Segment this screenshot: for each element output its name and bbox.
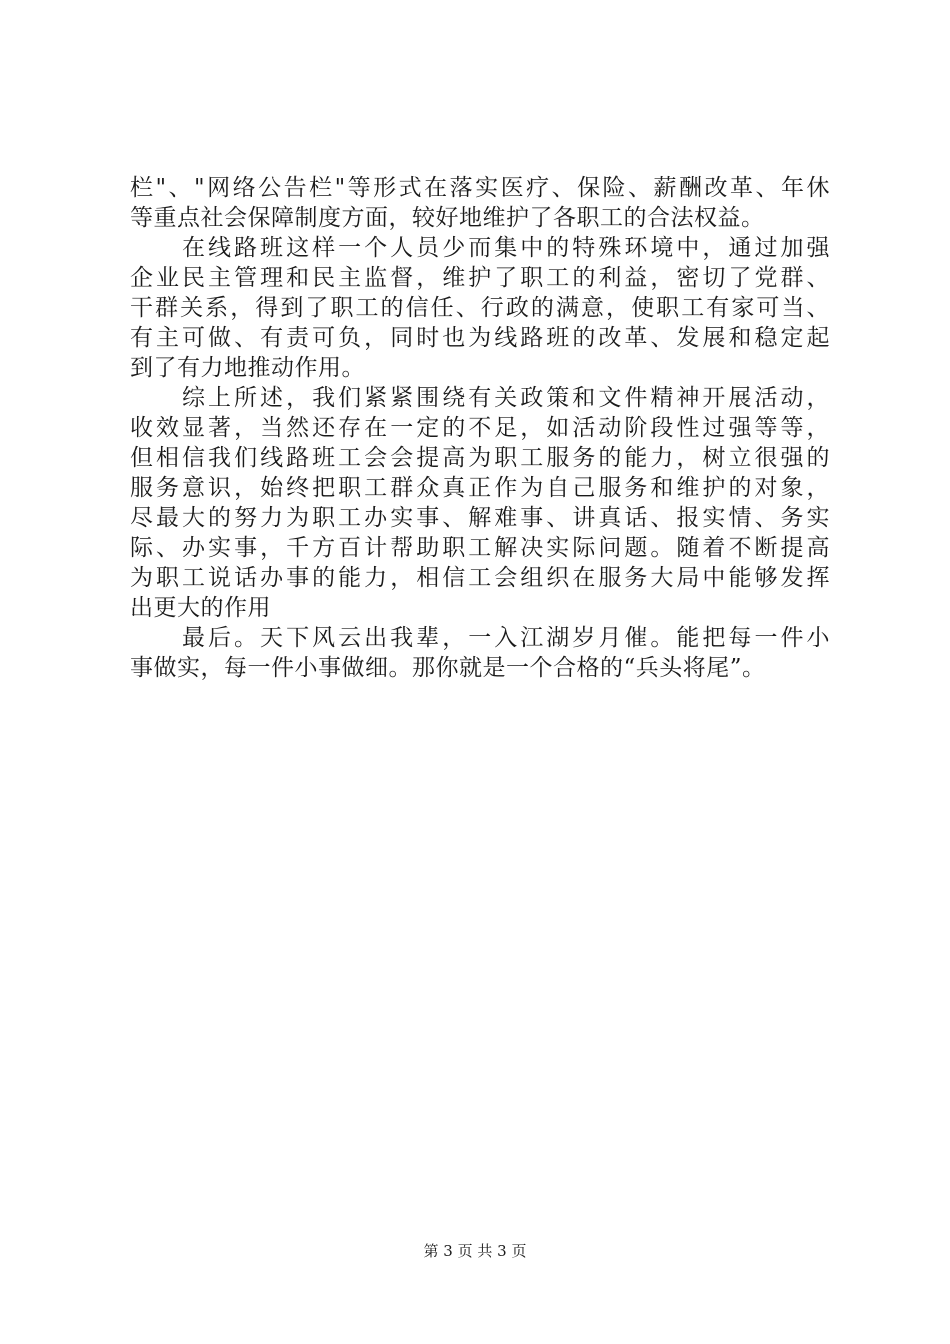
text-line: 为职工说话办事的能力，相信工会组织在服务大局中能够发挥	[130, 565, 830, 591]
text-line: 际、办实事，千方百计帮助职工解决实际问题。随着不断提高	[130, 535, 830, 561]
text-line: 栏"、"网络公告栏"等形式在落实医疗、保险、薪酬改革、年休	[130, 175, 830, 201]
text-line: 事做实，每一件小事做细。那你就是一个合格的“兵头将尾”。	[130, 655, 766, 681]
text-line: 但相信我们线路班工会会提高为职工服务的能力，树立很强的	[130, 445, 830, 471]
paragraph-first-line: 在线路班这样一个人员少而集中的特殊环境中，通过加强	[182, 235, 830, 261]
text-line: 企业民主管理和民主监督，维护了职工的利益，密切了党群、	[130, 265, 830, 291]
paragraph-first-line: 综上所述，我们紧紧围绕有关政策和文件精神开展活动，	[182, 385, 830, 411]
text-line: 干群关系，得到了职工的信任、行政的满意，使职工有家可当、	[130, 295, 830, 321]
text-line: 到了有力地推动作用。	[130, 355, 365, 381]
text-line: 尽最大的努力为职工办实事、解难事、讲真话、报实情、务实	[130, 505, 830, 531]
text-line: 收效显著，当然还存在一定的不足，如活动阶段性过强等等，	[130, 415, 830, 441]
page-number-footer: 第 3 页 共 3 页	[423, 1242, 527, 1260]
text-line: 服务意识，始终把职工群众真正作为自己服务和维护的对象，	[130, 475, 830, 501]
paragraph-first-line: 最后。天下风云出我辈，一入江湖岁月催。能把每一件小	[182, 625, 830, 651]
text-line: 有主可做、有责可负，同时也为线路班的改革、发展和稳定起	[130, 325, 830, 351]
document-body	[130, 173, 830, 683]
text-line: 出更大的作用	[130, 595, 271, 621]
text-line: 等重点社会保障制度方面，较好地维护了各职工的合法权益。	[130, 205, 765, 231]
